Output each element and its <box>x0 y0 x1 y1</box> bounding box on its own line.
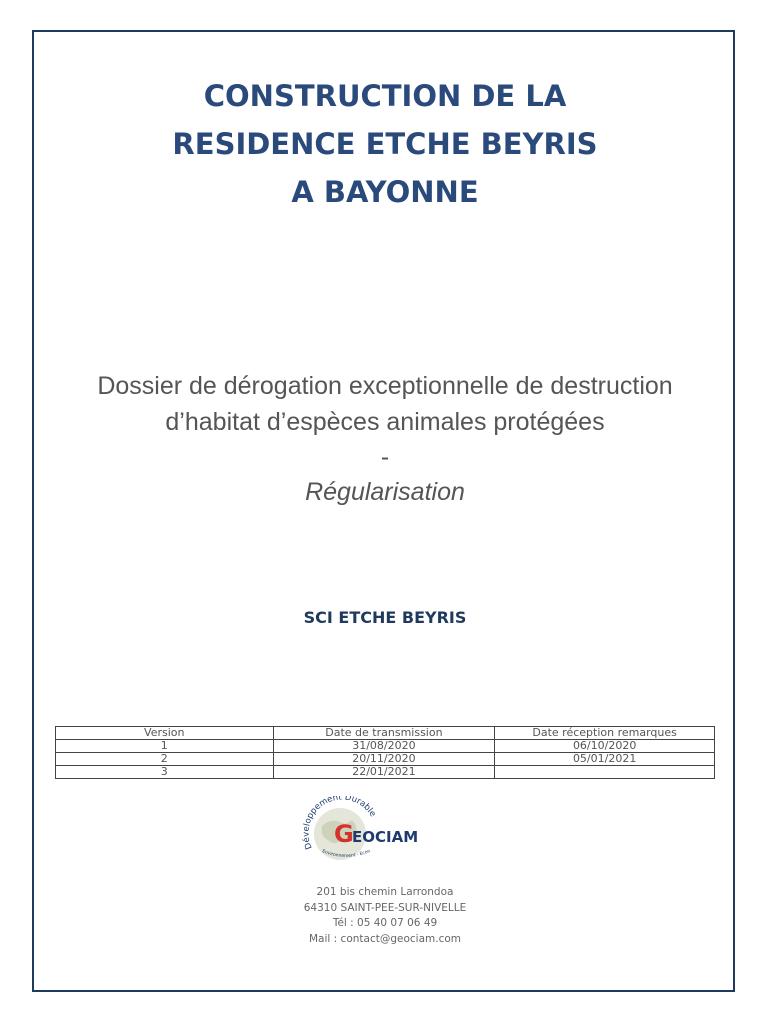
table-cell: 06/10/2020 <box>495 740 715 753</box>
table-row <box>56 753 715 766</box>
table-cell: 2 <box>56 753 274 766</box>
subtitle-separator: - <box>380 443 390 471</box>
table-row <box>56 766 715 779</box>
document-subtitle <box>0 368 770 510</box>
version-table <box>55 726 715 779</box>
logo-arc-text: Développement Durable <box>301 796 378 851</box>
address-city: 64310 SAINT-PEE-SUR-NIVELLE <box>303 901 467 914</box>
table-cell: 20/11/2020 <box>273 753 495 766</box>
subtitle-line-3: Régularisation <box>305 478 465 506</box>
logo-brand: G <box>334 820 354 848</box>
table-header-row <box>56 727 715 740</box>
title-line-2: RESIDENCE ETCHE BEYRIS <box>172 127 598 161</box>
address-block <box>0 885 770 947</box>
logo-brand-text <box>352 828 418 846</box>
title-line-3: A BAYONNE <box>291 175 479 209</box>
document-title <box>0 72 770 216</box>
logo-tagline: Environnement - Econ <box>321 848 372 860</box>
subtitle-line-2: d’habitat d’espèces animales protégées <box>165 408 605 436</box>
table-cell: 05/01/2021 <box>495 753 715 766</box>
client-name: SCI ETCHE BEYRIS <box>303 608 467 627</box>
address-mail: Mail : contact@geociam.com <box>309 932 461 945</box>
logo-brand-rest: EOCIAM <box>352 828 419 846</box>
subtitle-line-1: Dossier de dérogation exceptionnelle de destruction <box>97 372 673 400</box>
table-cell <box>495 766 715 779</box>
table-cell: 22/01/2021 <box>273 766 495 779</box>
table-cell: 1 <box>56 740 274 753</box>
title-line-1: CONSTRUCTION DE LA <box>203 79 567 113</box>
table-cell: 3 <box>56 766 274 779</box>
table-cell: 31/08/2020 <box>273 740 495 753</box>
table-row <box>56 740 715 753</box>
address-phone: Tél : 05 40 07 06 49 <box>332 917 438 929</box>
table-header-cell: Version <box>56 727 274 740</box>
table-header-cell: Date de transmission <box>273 727 495 740</box>
geociam-logo-graphic <box>300 796 460 868</box>
table-header-cell: Date réception remarques <box>495 727 715 740</box>
address-street: 201 bis chemin Larrondoa <box>316 886 454 898</box>
geociam-logo <box>300 796 460 868</box>
